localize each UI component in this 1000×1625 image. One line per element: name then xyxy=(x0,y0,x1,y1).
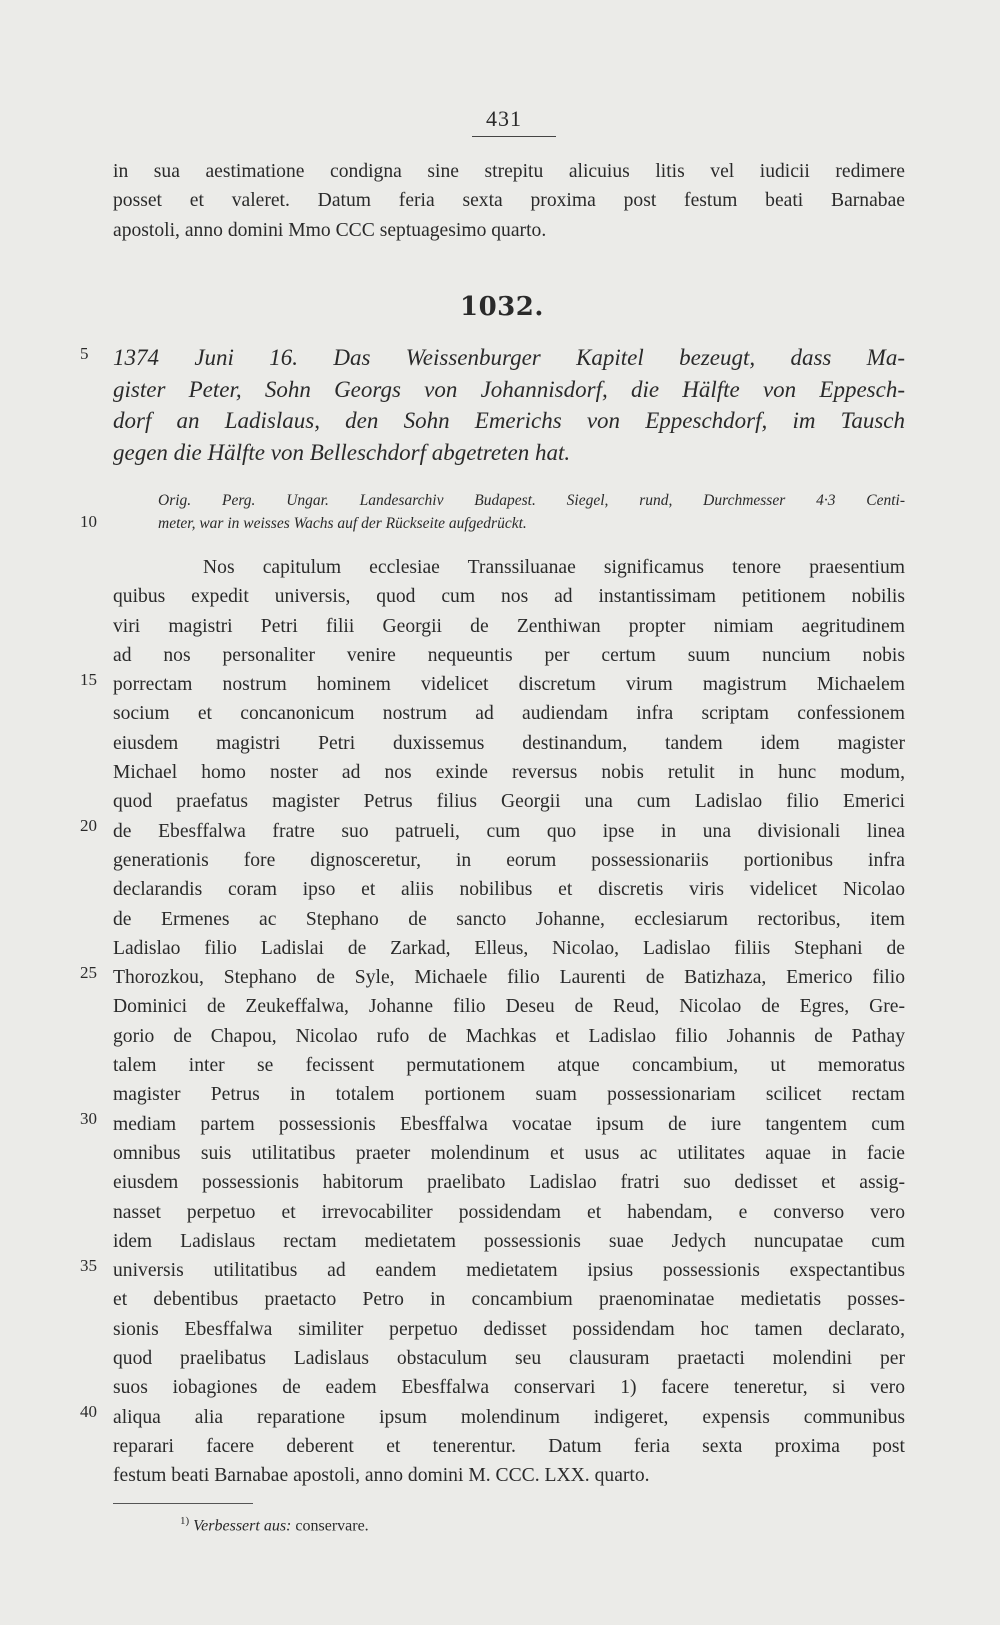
archival-note xyxy=(158,489,905,535)
body-line: universis utilitatibus ad eandem medietatem ipsius possessionis exspectantibus xyxy=(113,1260,905,1282)
body-line: de Ermenes ac Stephano de sancto Johanne, ecclesiarum rectoribus, item xyxy=(113,908,905,930)
margin-line-number: 35 xyxy=(80,1256,97,1275)
body-line: generationis fore dignosceretur, in eorum possessionariis portionibus infra xyxy=(113,849,905,871)
body-line: reparari facere deberent et tenerentur. Datum feria sexta proxima post xyxy=(113,1435,905,1457)
note-line-2: meter, war in weisses Wachs auf der Rückseite aufgedrückt. xyxy=(158,515,527,532)
margin-line-number: 20 xyxy=(80,816,97,835)
body-line: socium et concanonicum nostrum ad audiendam infra scriptam confessionem xyxy=(113,703,905,725)
body-line: eiusdem possessionis habitorum praelibato Ladislao fratri suo dedisset et assig- xyxy=(113,1172,905,1194)
margin-line-number: 25 xyxy=(80,963,97,982)
body-line: Ladislao filio Ladislai de Zarkad, Elleus, Nicolao, Ladislao filiis Stephani de xyxy=(113,937,905,959)
footnote-rule xyxy=(113,1503,253,1504)
body-line: sionis Ebesffalwa similiter perpetuo dedisset possidendam hoc tamen declarato, xyxy=(113,1318,905,1340)
body-line: ad nos personaliter venire nequeuntis per certum suum nuncium nobis xyxy=(113,644,905,666)
body-line: quibus expedit universis, quod cum nos ad instantissimam petitionem nobilis xyxy=(113,586,905,608)
regest-line-2: gister Peter, Sohn Georgs von Johannisdorf, die Hälfte von Eppesch- xyxy=(113,376,905,402)
body-line: eiusdem magistri Petri duxissemus destinandum, tandem idem magister xyxy=(113,732,905,754)
footnote-text: conservare. xyxy=(295,1517,369,1535)
body-line: gorio de Chapou, Nicolao rufo de Machkas et Ladislao filio Johannis de Pathay xyxy=(113,1025,905,1047)
top-line-2: posset et valeret. Datum feria sexta proxima post festum beati Barnabae xyxy=(113,190,905,212)
body-line: Nos capitulum ecclesiae Transsiluanae significamus tenore praesentium xyxy=(203,557,905,578)
body-line: de Ebesffalwa fratre suo patrueli, cum quo ipse in una divisionali linea xyxy=(113,820,905,842)
page-number-rule xyxy=(472,136,556,137)
note-line-1: Orig. Perg. Ungar. Landesarchiv Budapest. Siegel, rund, Durchmesser 4·3 Centi- xyxy=(158,492,905,509)
body-line: viri magistri Petri filii Georgii de Zenthiwan propter nimiam aegritudinem xyxy=(113,615,905,637)
regest-line-3: dorf an Ladislaus, den Sohn Emerichs von Eppeschdorf, im Tausch xyxy=(113,408,905,434)
regest xyxy=(113,342,905,469)
margin-line-number: 30 xyxy=(80,1109,97,1128)
page-number: 431 xyxy=(486,106,522,131)
footnote xyxy=(180,1515,369,1535)
body-line: talem inter se fecissent permutationem atque concambium, ut memoratus xyxy=(113,1055,905,1077)
body-line: aliqua alia reparatione ipsum molendinum indigeret, expensis communibus xyxy=(113,1406,905,1428)
footnote-label: Verbessert aus: xyxy=(193,1517,292,1535)
body-line: idem Ladislaus rectam medietatem possessionis suae Jedych nuncupatae cum xyxy=(113,1230,905,1252)
document-number: 1032. xyxy=(460,292,544,322)
body-line: mediam partem possessionis Ebesffalwa vocatae ipsum de iure tangentem cum xyxy=(113,1113,905,1135)
body-line: nasset perpetuo et irrevocabiliter possidendam et habendam, e converso vero xyxy=(113,1201,905,1223)
body-line: quod praelibatus Ladislaus obstaculum seu clausuram praetacti molendini per xyxy=(113,1348,905,1370)
top-paragraph xyxy=(113,157,905,245)
margin-line-number: 10 xyxy=(80,512,97,531)
body-line: suos iobagiones de eadem Ebesffalwa conservari 1) facere teneretur, si vero xyxy=(113,1377,905,1399)
top-line-3: apostoli, anno domini Mmo CCC septuagesimo quarto. xyxy=(113,219,547,241)
regest-line-4: gegen die Hälfte von Belleschdorf abgetreten hat. xyxy=(113,440,571,466)
top-line-1: in sua aestimatione condigna sine strepitu alicuius litis vel iudicii redimere xyxy=(113,161,905,182)
body-line: festum beati Barnabae apostoli, anno domini M. CCC. LXX. quarto. xyxy=(113,1465,650,1487)
body-line: declarandis coram ipso et aliis nobilibus et discretis viris videlicet Nicolao xyxy=(113,879,905,901)
body-line: Thorozkou, Stephano de Syle, Michaele filio Laurenti de Batizhaza, Emerico filio xyxy=(113,967,905,989)
regest-line-1: 1374 Juni 16. Das Weissenburger Kapitel bezeugt, dass Ma- xyxy=(113,345,905,370)
margin-line-number: 5 xyxy=(80,344,89,363)
body-line: magister Petrus in totalem portionem suam possessionariam scilicet rectam xyxy=(113,1084,905,1106)
charter-body xyxy=(113,553,905,1491)
body-line: porrectam nostrum hominem videlicet discretum virum magistrum Michaelem xyxy=(113,674,905,696)
body-line: omnibus suis utilitatibus praeter molendinum et usus ac utilitates aquae in facie xyxy=(113,1142,905,1164)
footnote-marker: 1) xyxy=(180,1515,190,1527)
margin-line-number: 15 xyxy=(80,670,97,689)
body-line: Dominici de Zeukeffalwa, Johanne filio Deseu de Reud, Nicolao de Egres, Gre- xyxy=(113,996,905,1018)
body-line: quod praefatus magister Petrus filius Georgii una cum Ladislao filio Emerici xyxy=(113,791,905,813)
body-line: et debentibus praetacto Petro in concambium praenominatae medietatis posses- xyxy=(113,1289,905,1311)
body-line: Michael homo noster ad nos exinde reversus nobis retulit in hunc modum, xyxy=(113,762,905,784)
margin-line-number: 40 xyxy=(80,1402,97,1421)
